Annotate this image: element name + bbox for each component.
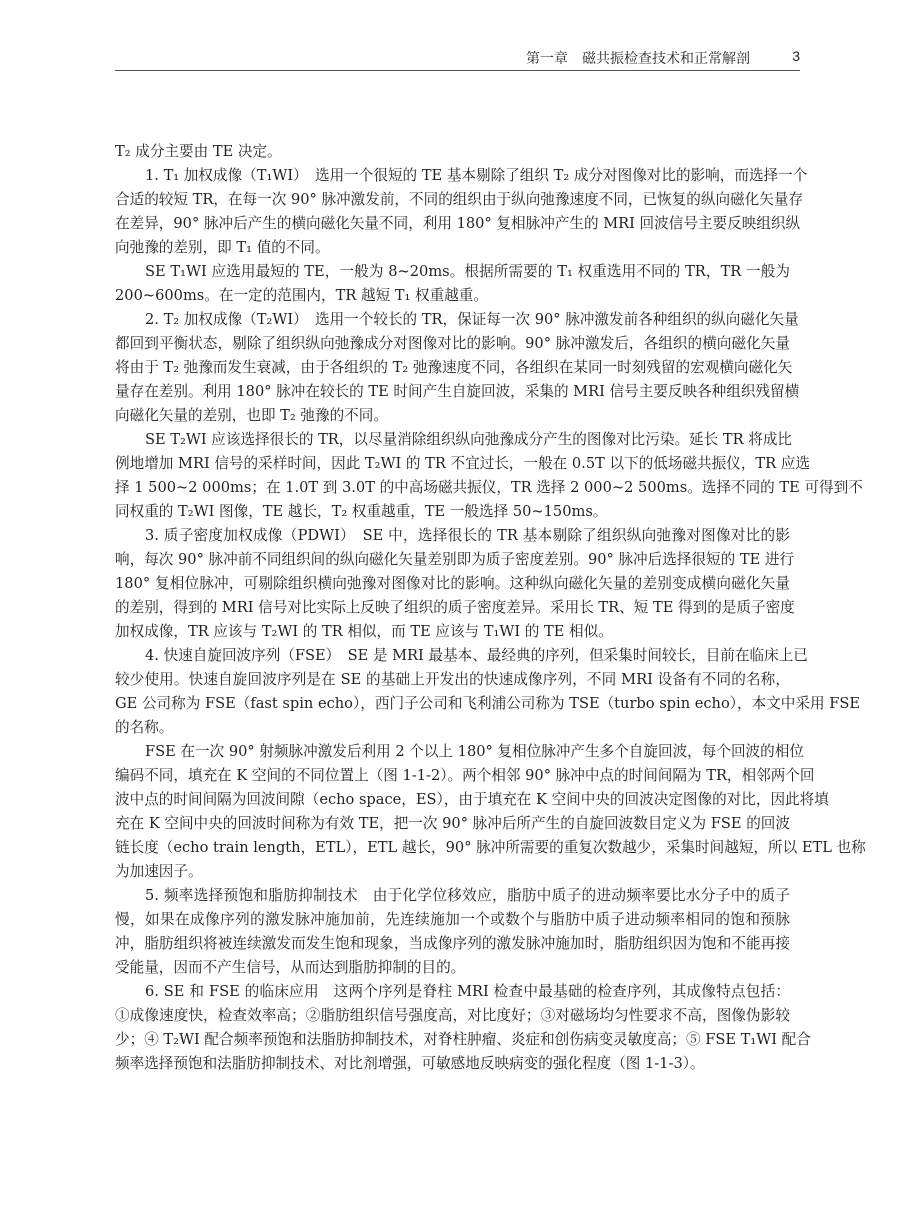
text-line: 5. 频率选择预饱和脂肪抑制技术 由于化学位移效应，脂肪中质子的进动频率要比水分子中的质子 bbox=[145, 887, 790, 904]
text-line: 同权重的 T₂WI 图像，TE 越长，T₂ 权重越重，TE 一般选择 50~150ms。 bbox=[115, 503, 608, 520]
text-line: 加权成像，TR 应该与 T₂WI 的 TR 相似，而 TE 应该与 T₁WI 的 TE 相似。 bbox=[115, 623, 613, 640]
text-line: 编码不同，填充在 K 空间的不同位置上（图 1-1-2）。两个相邻 90° 脉冲中点的时间间隔为 TR，相邻两个回 bbox=[115, 767, 815, 784]
paragraph bbox=[115, 884, 790, 980]
text-line: 量存在差别。利用 180° 脉冲在较长的 TE 时间产生自旋回波，采集的 MRI 信号主要反映各种组织残留横 bbox=[115, 383, 800, 400]
body-text bbox=[115, 140, 866, 1076]
text-line: 向弛豫的差别，即 T₁ 值的不同。 bbox=[115, 239, 330, 256]
paragraph bbox=[115, 524, 795, 644]
text-line: SE T₂WI 应该选择很长的 TR，以尽量消除组织纵向弛豫成分产生的图像对比污染。延长 TR 将成比 bbox=[145, 431, 793, 448]
text-line: T₂ 成分主要由 TE 决定。 bbox=[115, 143, 282, 160]
text-line: 冲，脂肪组织将被连续激发而发生饱和现象，当成像序列的激发脉冲施加时，脂肪组织因为饱和不能再接 bbox=[115, 935, 790, 952]
page-number: 3 bbox=[792, 48, 800, 64]
text-line: 180° 复相位脉冲，可剔除组织横向弛豫对图像对比的影响。这种纵向磁化矢量的差别变成横向磁化矢量 bbox=[115, 575, 790, 592]
text-line: 慢，如果在成像序列的激发脉冲施加前，先连续施加一个或数个与脂肪中质子进动频率相同的饱和预脉 bbox=[115, 911, 790, 928]
text-line: 受能量，因而不产生信号，从而达到脂肪抑制的目的。 bbox=[115, 959, 466, 976]
text-line: 例地增加 MRI 信号的采样时间，因此 T₂WI 的 TR 不宜过长，一般在 0.5T 以下的低场磁共振仪，TR 应选 bbox=[115, 455, 810, 472]
text-line: 的差别，得到的 MRI 信号对比实际上反映了组织的质子密度差异。采用长 TR、短 TE 得到的是质子密度 bbox=[115, 599, 795, 616]
text-line: 将由于 T₂ 弛豫而发生衰减，由于各组织的 T₂ 弛豫速度不同，各组织在某同一时刻残留的宏观横向磁化矢 bbox=[115, 359, 793, 376]
paragraph bbox=[115, 308, 800, 428]
text-line: 较少使用。快速自旋回波序列是在 SE 的基础上开发出的快速成像序列，不同 MRI 设备有不同的名称， bbox=[115, 671, 790, 688]
text-line: 3. 质子密度加权成像（PDWI） SE 中，选择很长的 TR 基本剔除了组织纵向弛豫对图像对比的影 bbox=[145, 527, 790, 544]
paragraph bbox=[115, 980, 811, 1076]
text-line: 2. T₂ 加权成像（T₂WI） 选用一个较长的 TR，保证每一次 90° 脉冲激发前各种组织的纵向磁化矢量 bbox=[145, 311, 799, 328]
text-line: SE T₁WI 应选用最短的 TE，一般为 8~20ms。根据所需要的 T₁ 权重选用不同的 TR，TR 一般为 bbox=[145, 263, 790, 280]
running-header bbox=[115, 46, 800, 71]
text-line: 充在 K 空间中央的回波时间称为有效 TE，把一次 90° 脉冲后所产生的自旋回波数目定义为 FSE 的回波 bbox=[115, 815, 790, 832]
text-line: 向磁化矢量的差别，也即 T₂ 弛豫的不同。 bbox=[115, 407, 388, 424]
paragraph bbox=[115, 260, 790, 308]
text-line: 波中点的时间间隔为回波间隙（echo space，ES），由于填充在 K 空间中央的回波决定图像的对比，因此将填 bbox=[115, 791, 829, 808]
text-line: 200~600ms。在一定的范围内，TR 越短 T₁ 权重越重。 bbox=[115, 287, 488, 304]
text-line: 响，每次 90° 脉冲前不同组织间的纵向磁化矢量差别即为质子密度差别。90° 脉冲后选择很短的 TE 进行 bbox=[115, 551, 795, 568]
text-line: 都回到平衡状态，剔除了组织纵向弛豫成分对图像对比的影响。90° 脉冲激发后，各组织的横向磁化矢量 bbox=[115, 335, 790, 352]
text-line: 1. T₁ 加权成像（T₁WI） 选用一个很短的 TE 基本剔除了组织 T₂ 成分对图像对比的影响，而选择一个 bbox=[145, 167, 808, 184]
text-line: 合适的较短 TR，在每一次 90° 脉冲激发前，不同的组织由于纵向弛豫速度不同，已恢复的纵向磁化矢量存 bbox=[115, 191, 804, 208]
paragraph bbox=[115, 644, 860, 740]
paragraph bbox=[115, 740, 866, 884]
text-line: GE 公司称为 FSE（fast spin echo），西门子公司和飞利浦公司称为 TSE（turbo spin echo），本文中采用 FSE bbox=[115, 695, 860, 712]
paragraph bbox=[115, 140, 790, 164]
text-line: 少；④ T₂WI 配合频率预饱和法脂肪抑制技术，对脊柱肿瘤、炎症和创伤病变灵敏度高；⑤ FSE T₁WI 配合 bbox=[115, 1031, 811, 1048]
text-line: 在差异，90° 脉冲后产生的横向磁化矢量不同，利用 180° 复相脉冲产生的 MRI 回波信号主要反映组织纵 bbox=[115, 215, 801, 232]
text-line: 4. 快速自旋回波序列（FSE） SE 是 MRI 最基本、最经典的序列，但采集时间较长，目前在临床上已 bbox=[145, 647, 808, 664]
text-line: 频率选择预饱和法脂肪抑制技术、对比剂增强，可敏感地反映病变的强化程度（图 1-1-3）。 bbox=[115, 1055, 705, 1072]
chapter-title: 第一章 磁共振检查技术和正常解剖 bbox=[526, 51, 750, 67]
text-line: 的名称。 bbox=[115, 719, 174, 736]
paragraph bbox=[115, 428, 863, 524]
text-line: ①成像速度快，检查效率高；②脂肪组织信号强度高，对比度好；③对磁场均匀性要求不高，图像伪影较 bbox=[115, 1007, 790, 1024]
text-line: 择 1 500~2 000ms；在 1.0T 到 3.0T 的中高场磁共振仪，TR 选择 2 000~2 500ms。选择不同的 TE 可得到不 bbox=[115, 479, 863, 496]
text-line: 链长度（echo train length，ETL），ETL 越长，90° 脉冲所需要的重复次数越少，采集时间越短，所以 ETL 也称 bbox=[115, 839, 866, 856]
text-line: 6. SE 和 FSE 的临床应用 这两个序列是脊柱 MRI 检查中最基础的检查序列，其成像特点包括： bbox=[145, 983, 790, 1000]
paragraph bbox=[115, 164, 808, 260]
text-line: 为加速因子。 bbox=[115, 863, 203, 880]
text-line: FSE 在一次 90° 射频脉冲激发后利用 2 个以上 180° 复相位脉冲产生多个自旋回波，每个回波的相位 bbox=[145, 743, 804, 760]
